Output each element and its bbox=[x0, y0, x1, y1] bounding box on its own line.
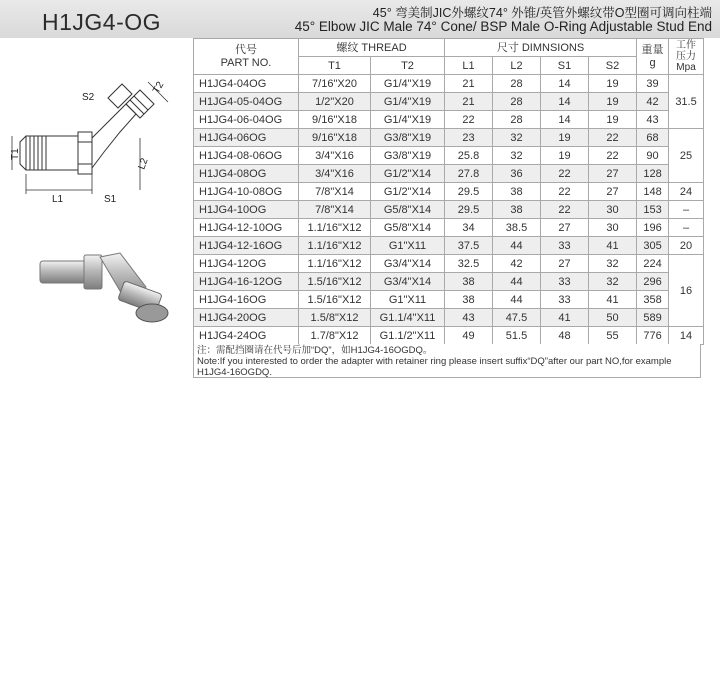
cell-t1: 1.5/16"X12 bbox=[299, 273, 371, 291]
header-s1: S1 bbox=[541, 57, 589, 75]
cell-l1: 38 bbox=[445, 273, 493, 291]
cell-l2: 28 bbox=[493, 75, 541, 93]
cell-part: H1JG4-06-04OG bbox=[194, 111, 299, 129]
table-row bbox=[194, 183, 704, 201]
drawing-elbow bbox=[92, 104, 136, 168]
header-pressure-unit: Mpa bbox=[676, 62, 696, 73]
cell-pressure: – bbox=[669, 201, 704, 219]
cell-weight: 42 bbox=[637, 93, 669, 111]
cell-s2: 32 bbox=[589, 255, 637, 273]
cell-t1: 1.5/8"X12 bbox=[299, 309, 371, 327]
cell-t1: 9/16"X18 bbox=[299, 129, 371, 147]
cell-l1: 43 bbox=[445, 309, 493, 327]
cell-weight: 196 bbox=[637, 219, 669, 237]
cell-part: H1JG4-08OG bbox=[194, 165, 299, 183]
cell-s1: 41 bbox=[541, 309, 589, 327]
cell-pressure: 31.5 bbox=[669, 75, 704, 129]
header-thread: 螺纹 THREAD bbox=[299, 39, 445, 57]
cell-t2: G3/4"X14 bbox=[371, 255, 445, 273]
drawing-locknut-s2 bbox=[108, 84, 132, 108]
spec-table bbox=[193, 38, 704, 345]
cell-l1: 29.5 bbox=[445, 201, 493, 219]
table-row bbox=[194, 327, 704, 345]
cell-weight: 43 bbox=[637, 111, 669, 129]
cell-s2: 50 bbox=[589, 309, 637, 327]
title-english: 45° Elbow JIC Male 74° Cone/ BSP Male O-Ring Adjustable Stud End bbox=[294, 19, 712, 34]
label-s2: S2 bbox=[82, 92, 95, 103]
cell-weight: 153 bbox=[637, 201, 669, 219]
cell-pressure: 25 bbox=[669, 129, 704, 183]
label-t2: T2 bbox=[151, 79, 167, 96]
table-row bbox=[194, 147, 704, 165]
header-part bbox=[194, 39, 299, 75]
table-row bbox=[194, 93, 704, 111]
cell-s1: 22 bbox=[541, 183, 589, 201]
header-l2: L2 bbox=[493, 57, 541, 75]
cell-t2: G5/8"X14 bbox=[371, 201, 445, 219]
cell-t1: 1.7/8"X12 bbox=[299, 327, 371, 345]
cell-pressure: 24 bbox=[669, 183, 704, 201]
cell-t1: 1.1/16"X12 bbox=[299, 255, 371, 273]
cell-s1: 27 bbox=[541, 255, 589, 273]
header-weight-cn: 重量 bbox=[641, 43, 664, 56]
cell-t2: G3/4"X14 bbox=[371, 273, 445, 291]
table-row bbox=[194, 309, 704, 327]
cell-weight: 589 bbox=[637, 309, 669, 327]
header-dimensions: 尺寸 DIMNSIONS bbox=[445, 39, 637, 57]
cell-t2: G1/2"X14 bbox=[371, 165, 445, 183]
table-row bbox=[194, 273, 704, 291]
header-t1: T1 bbox=[299, 57, 371, 75]
cell-l2: 28 bbox=[493, 93, 541, 111]
cell-weight: 776 bbox=[637, 327, 669, 345]
cell-t2: G1.1/2"X11 bbox=[371, 327, 445, 345]
label-s1: S1 bbox=[104, 194, 117, 205]
cell-part: H1JG4-10-08OG bbox=[194, 183, 299, 201]
cell-t2: G1/4"X19 bbox=[371, 93, 445, 111]
header-pressure-line1: 工作 bbox=[676, 40, 697, 51]
table-row bbox=[194, 111, 704, 129]
cell-t1: 7/8"X14 bbox=[299, 201, 371, 219]
cell-part: H1JG4-04OG bbox=[194, 75, 299, 93]
cell-s1: 14 bbox=[541, 93, 589, 111]
cell-weight: 296 bbox=[637, 273, 669, 291]
cell-l1: 23 bbox=[445, 129, 493, 147]
cell-part: H1JG4-08-06OG bbox=[194, 147, 299, 165]
cell-s1: 48 bbox=[541, 327, 589, 345]
cell-t2: G3/8"X19 bbox=[371, 147, 445, 165]
photo-hex bbox=[84, 255, 102, 289]
cell-pressure: 14 bbox=[669, 327, 704, 345]
cell-t1: 3/4"X16 bbox=[299, 165, 371, 183]
table-row bbox=[194, 255, 704, 273]
cell-s1: 33 bbox=[541, 291, 589, 309]
cell-s2: 22 bbox=[589, 147, 637, 165]
header-weight bbox=[637, 39, 669, 75]
cell-weight: 90 bbox=[637, 147, 669, 165]
header-part-en: PART NO. bbox=[220, 56, 272, 69]
cell-weight: 148 bbox=[637, 183, 669, 201]
cell-weight: 128 bbox=[637, 165, 669, 183]
cell-t1: 1.1/16"X12 bbox=[299, 219, 371, 237]
header-pressure bbox=[669, 39, 704, 75]
cell-s2: 30 bbox=[589, 201, 637, 219]
cell-t1: 1.5/16"X12 bbox=[299, 291, 371, 309]
table-row bbox=[194, 219, 704, 237]
cell-s2: 30 bbox=[589, 219, 637, 237]
cell-l1: 21 bbox=[445, 75, 493, 93]
cell-part: H1JG4-06OG bbox=[194, 129, 299, 147]
cell-s2: 41 bbox=[589, 291, 637, 309]
cell-s1: 27 bbox=[541, 219, 589, 237]
drawing-hex-s1 bbox=[78, 132, 92, 174]
cell-l2: 28 bbox=[493, 111, 541, 129]
cell-weight: 68 bbox=[637, 129, 669, 147]
cell-t2: G1/4"X19 bbox=[371, 75, 445, 93]
header-pressure-line2: 压力 bbox=[676, 51, 697, 62]
cell-pressure: 16 bbox=[669, 255, 704, 327]
cell-t1: 3/4"X16 bbox=[299, 147, 371, 165]
cell-l2: 44 bbox=[493, 291, 541, 309]
photo-stud-end bbox=[136, 304, 168, 322]
photo-male-cone bbox=[40, 261, 86, 283]
cell-part: H1JG4-12-10OG bbox=[194, 219, 299, 237]
cell-s1: 19 bbox=[541, 147, 589, 165]
technical-drawing bbox=[8, 78, 188, 228]
cell-s1: 22 bbox=[541, 201, 589, 219]
header-part-cn: 代号 bbox=[235, 43, 257, 56]
table-row bbox=[194, 75, 704, 93]
cell-l1: 34 bbox=[445, 219, 493, 237]
cell-s2: 19 bbox=[589, 93, 637, 111]
cell-weight: 39 bbox=[637, 75, 669, 93]
cell-part: H1JG4-20OG bbox=[194, 309, 299, 327]
header-t2: T2 bbox=[371, 57, 445, 75]
cell-l1: 27.8 bbox=[445, 165, 493, 183]
label-l1: L1 bbox=[52, 194, 64, 205]
cell-weight: 305 bbox=[637, 237, 669, 255]
cell-l2: 32 bbox=[493, 129, 541, 147]
cell-l2: 38.5 bbox=[493, 219, 541, 237]
cell-t1: 7/8"X14 bbox=[299, 183, 371, 201]
table-row bbox=[194, 291, 704, 309]
cell-l2: 44 bbox=[493, 237, 541, 255]
cell-l1: 32.5 bbox=[445, 255, 493, 273]
product-code: H1JG4-OG bbox=[42, 9, 162, 35]
cell-s1: 14 bbox=[541, 75, 589, 93]
cell-t1: 7/16"X20 bbox=[299, 75, 371, 93]
cell-l2: 36 bbox=[493, 165, 541, 183]
table-row bbox=[194, 237, 704, 255]
cell-pressure: 20 bbox=[669, 237, 704, 255]
cell-s2: 22 bbox=[589, 129, 637, 147]
cell-l1: 29.5 bbox=[445, 183, 493, 201]
order-note bbox=[193, 344, 701, 378]
label-l2: L2 bbox=[136, 156, 151, 172]
cell-s2: 41 bbox=[589, 237, 637, 255]
cell-l1: 25.8 bbox=[445, 147, 493, 165]
product-photo bbox=[28, 243, 178, 333]
cell-s1: 33 bbox=[541, 273, 589, 291]
header-weight-unit: g bbox=[649, 56, 656, 69]
cell-l1: 38 bbox=[445, 291, 493, 309]
table-row bbox=[194, 201, 704, 219]
cell-weight: 358 bbox=[637, 291, 669, 309]
cell-weight: 224 bbox=[637, 255, 669, 273]
cell-t2: G1"X11 bbox=[371, 237, 445, 255]
cell-t2: G3/8"X19 bbox=[371, 129, 445, 147]
cell-part: H1JG4-10OG bbox=[194, 201, 299, 219]
cell-l1: 21 bbox=[445, 93, 493, 111]
cell-s2: 55 bbox=[589, 327, 637, 345]
label-t1: T1 bbox=[10, 148, 21, 160]
cell-l2: 38 bbox=[493, 201, 541, 219]
cell-s1: 22 bbox=[541, 165, 589, 183]
cell-s1: 33 bbox=[541, 237, 589, 255]
cell-s2: 27 bbox=[589, 183, 637, 201]
cell-s2: 27 bbox=[589, 165, 637, 183]
cell-l2: 38 bbox=[493, 183, 541, 201]
cell-part: H1JG4-12-16OG bbox=[194, 237, 299, 255]
illustration-panel bbox=[8, 38, 188, 348]
cell-t2: G1"X11 bbox=[371, 291, 445, 309]
header-s2: S2 bbox=[589, 57, 637, 75]
cell-t2: G5/8"X14 bbox=[371, 219, 445, 237]
cell-part: H1JG4-12OG bbox=[194, 255, 299, 273]
cell-s1: 19 bbox=[541, 129, 589, 147]
table-row bbox=[194, 129, 704, 147]
cell-t1: 1/2"X20 bbox=[299, 93, 371, 111]
cell-l2: 44 bbox=[493, 273, 541, 291]
note-chinese: 注：需配挡圈请在代号后加“DQ”，如H1JG4-16OGDQ。 bbox=[197, 345, 433, 356]
cell-s2: 32 bbox=[589, 273, 637, 291]
cell-s1: 14 bbox=[541, 111, 589, 129]
cell-part: H1JG4-16-12OG bbox=[194, 273, 299, 291]
cell-l2: 42 bbox=[493, 255, 541, 273]
note-english: Note:If you interested to order the adapter with retainer ring please insert suffix“DQ”after our part NO,for example H1JG4-16OGDQ. bbox=[197, 356, 672, 378]
cell-l2: 32 bbox=[493, 147, 541, 165]
cell-s2: 19 bbox=[589, 111, 637, 129]
cell-l1: 37.5 bbox=[445, 237, 493, 255]
cell-t2: G1/2"X14 bbox=[371, 183, 445, 201]
cell-part: H1JG4-05-04OG bbox=[194, 93, 299, 111]
cell-l2: 47.5 bbox=[493, 309, 541, 327]
cell-l1: 49 bbox=[445, 327, 493, 345]
header-l1: L1 bbox=[445, 57, 493, 75]
cell-l2: 51.5 bbox=[493, 327, 541, 345]
cell-pressure: – bbox=[669, 219, 704, 237]
cell-t2: G1.1/4"X11 bbox=[371, 309, 445, 327]
table-row bbox=[194, 165, 704, 183]
cell-l1: 22 bbox=[445, 111, 493, 129]
cell-s2: 19 bbox=[589, 75, 637, 93]
cell-part: H1JG4-16OG bbox=[194, 291, 299, 309]
cell-t1: 1.1/16"X12 bbox=[299, 237, 371, 255]
cell-t2: G1/4"X19 bbox=[371, 111, 445, 129]
cell-t1: 9/16"X18 bbox=[299, 111, 371, 129]
cell-part: H1JG4-24OG bbox=[194, 327, 299, 345]
title-chinese: 45° 弯美制JIC外螺纹74° 外锥/英管外螺纹带O型圈可调向柱端 bbox=[372, 6, 712, 20]
